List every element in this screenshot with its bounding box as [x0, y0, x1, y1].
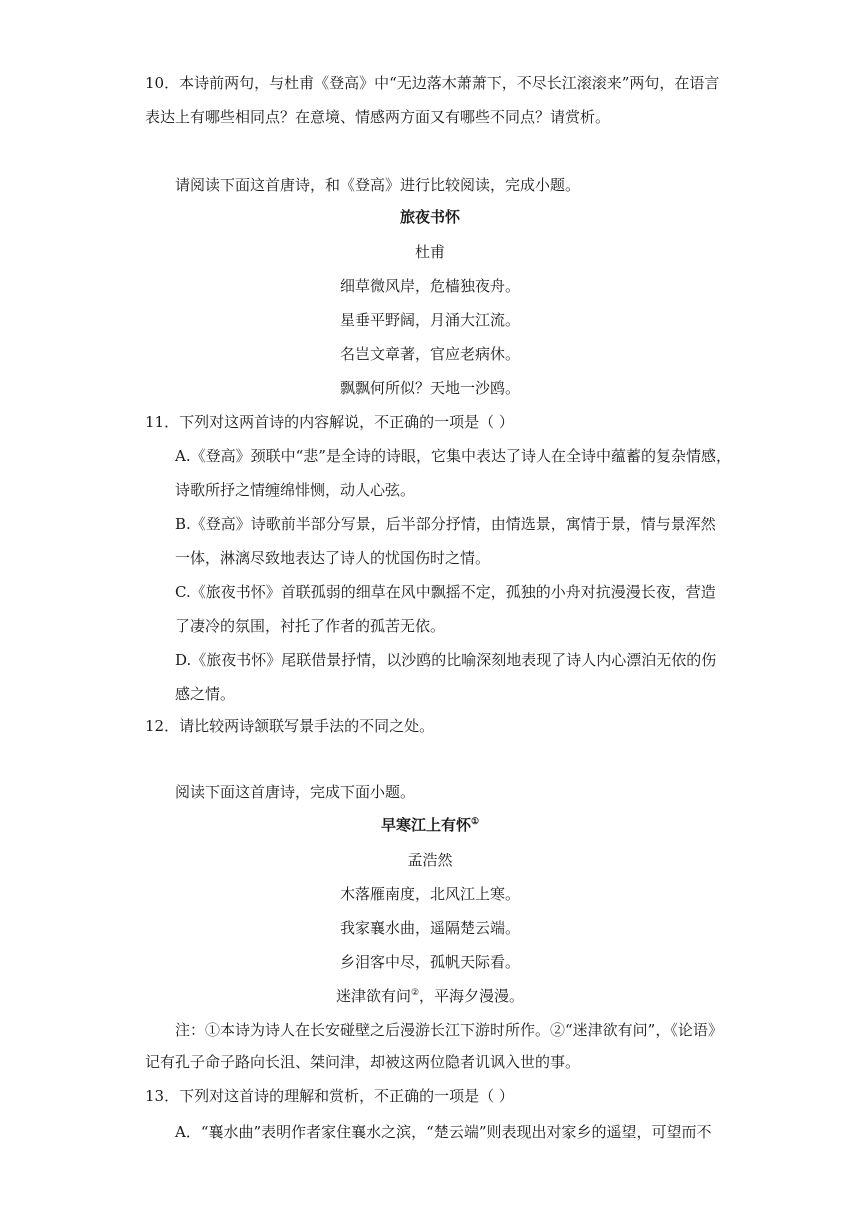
note-line-1: 注：①本诗为诗人在长安碰壁之后漫游长江下游时所作。②“迷津欲有问”，《论语》	[175, 1021, 723, 1039]
poem-line: 星垂平野阔，月涌大江流。	[339, 311, 520, 329]
q11-option-c-line-2: 了凄冷的氛围，衬托了作者的孤苦无依。	[175, 617, 446, 635]
q13-option-a-line-1: A．“襄水曲”表明作者家住襄水之滨，“楚云端”则表现出对家乡的遥望，可望而不	[175, 1123, 712, 1141]
q10-line-2: 表达上有哪些相同点？在意境、情感两方面又有哪些不同点？请赏析。	[145, 108, 611, 126]
q12-stem: 12．请比较两诗颔联写景手法的不同之处。	[145, 717, 435, 735]
poem-line-last-b: ，平海夕漫漫。	[419, 987, 525, 1005]
poem-line-last	[0, 986, 860, 1006]
footnote-mark-2: ②	[410, 988, 420, 998]
q11-option-b-line-1: B.《登高》诗歌前半部分写景，后半部分抒情，由情选景，寓情于景，情与景浑然	[175, 515, 716, 533]
poem-title-lvye: 旅夜书怀	[399, 208, 460, 226]
section2-intro: 请阅读下面这首唐诗，和《登高》进行比较阅读，完成小题。	[175, 176, 581, 194]
q11-option-b-line-2: 一体，淋漓尽致地表达了诗人的忧国伤时之情。	[175, 549, 491, 567]
q11-option-d-line-1: D.《旅夜书怀》尾联借景抒情，以沙鸥的比喻深刻地表现了诗人内心漂泊无依的伤	[175, 651, 717, 669]
q10-line-1: 10．本诗前两句，与杜甫《登高》中“无边落木萧萧下，不尽长江滚滚来”两句，在语言	[145, 74, 720, 92]
footnote-mark-1: ①	[470, 817, 480, 827]
poem-author-menghaoran: 孟浩然	[407, 851, 453, 869]
poem-line: 飘飘何所似？天地一沙鸥。	[339, 379, 520, 397]
poem-line: 名岂文章著，官应老病休。	[339, 345, 520, 363]
section3-intro: 阅读下面这首唐诗，完成下面小题。	[175, 783, 416, 801]
q11-stem: 11．下列对这两首诗的内容解说，不正确的一项是（ ）	[145, 413, 514, 431]
q13-stem: 13．下列对这首诗的理解和赏析，不正确的一项是（ ）	[145, 1087, 514, 1105]
note-line-2: 记有孔子命子路向长沮、桀问津，却被这两位隐者讥讽入世的事。	[145, 1053, 581, 1071]
poem-author-dufu: 杜甫	[414, 243, 445, 261]
poem-line-last-a: 迷津欲有问	[335, 987, 411, 1005]
poem-line: 乡泪客中尽，孤帆天际看。	[339, 953, 520, 971]
q11-option-d-line-2: 感之情。	[175, 685, 236, 703]
q11-option-a-line-2: 诗歌所抒之情缠绵悱恻，动人心弦。	[175, 481, 416, 499]
poem-line: 细草微风岸，危樯独夜舟。	[339, 277, 520, 295]
q11-option-a-line-1: A.《登高》颈联中“悲”是全诗的诗眼，它集中表达了诗人在全诗中蕴蓄的复杂情感，	[175, 447, 731, 465]
q11-option-c-line-1: C.《旅夜书怀》首联孤弱的细草在风中飘摇不定，孤独的小舟对抗漫漫长夜，营造	[175, 583, 716, 601]
poem-line: 我家襄水曲，遥隔楚云端。	[339, 919, 520, 937]
poem-line: 木落雁南度，北风江上寒。	[339, 885, 520, 903]
poem-title-text: 早寒江上有怀	[380, 816, 471, 834]
poem-title-zaohan	[0, 815, 860, 835]
